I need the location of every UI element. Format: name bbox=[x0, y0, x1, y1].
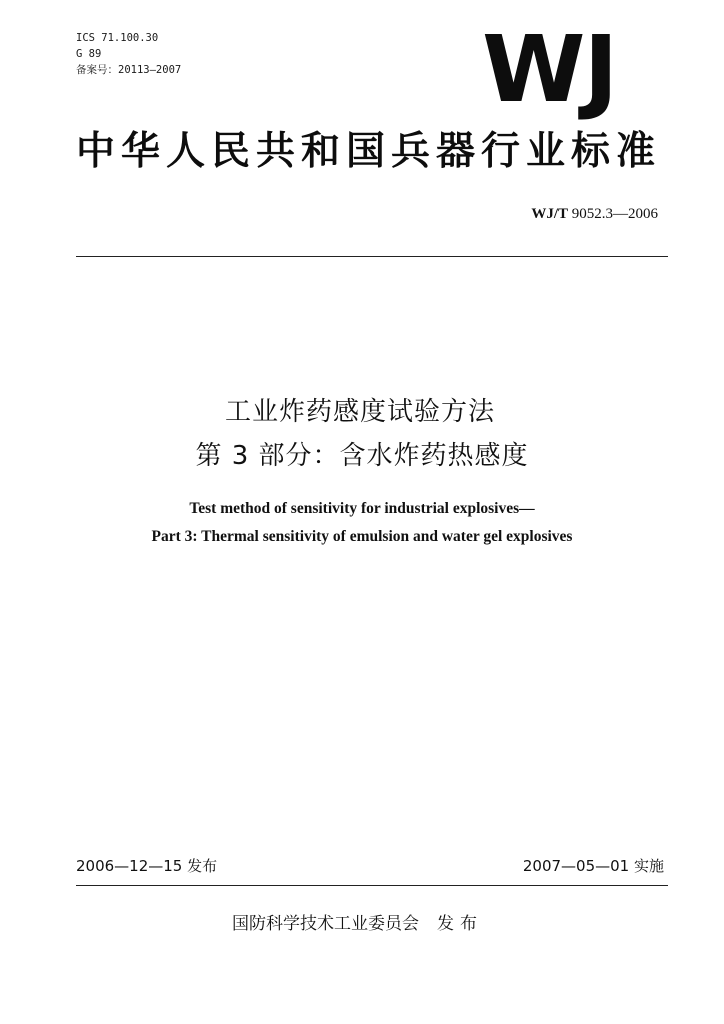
issue-date: 2006—12—15 发布 bbox=[76, 857, 218, 875]
issuer-name: 国防科学技术工业委员会 bbox=[232, 914, 419, 934]
document-metadata bbox=[76, 30, 181, 78]
title-english-line-1: Test method of sensitivity for industrial explosives— bbox=[189, 500, 535, 517]
top-divider bbox=[76, 256, 668, 257]
title-chinese-line-1: 工业炸药感度试验方法 bbox=[224, 397, 495, 427]
bottom-divider bbox=[76, 885, 668, 886]
standard-number bbox=[531, 204, 658, 224]
issuing-authority bbox=[232, 912, 483, 936]
standard-code-prefix: WJ/T bbox=[531, 206, 568, 222]
implementation-date: 2007—05—01 实施 bbox=[522, 857, 664, 875]
classification-code: G 89 bbox=[76, 48, 102, 60]
issuer-verb: 发布 bbox=[437, 914, 483, 934]
title-english-line-2: Part 3: Thermal sensitivity of emulsion and water gel explosives bbox=[151, 528, 573, 545]
standard-code-number: 9052.3—2006 bbox=[571, 206, 658, 222]
filing-number: 备案号：20113—2007 bbox=[76, 64, 182, 76]
ics-code: ICS 71.100.30 bbox=[76, 32, 159, 44]
title-chinese-line-2: 第 3 部分：含水炸药热感度 bbox=[195, 441, 529, 471]
wj-logo: WJ bbox=[482, 16, 617, 123]
standard-category-title: 中华人民共和国兵器行业标准 bbox=[76, 129, 662, 174]
